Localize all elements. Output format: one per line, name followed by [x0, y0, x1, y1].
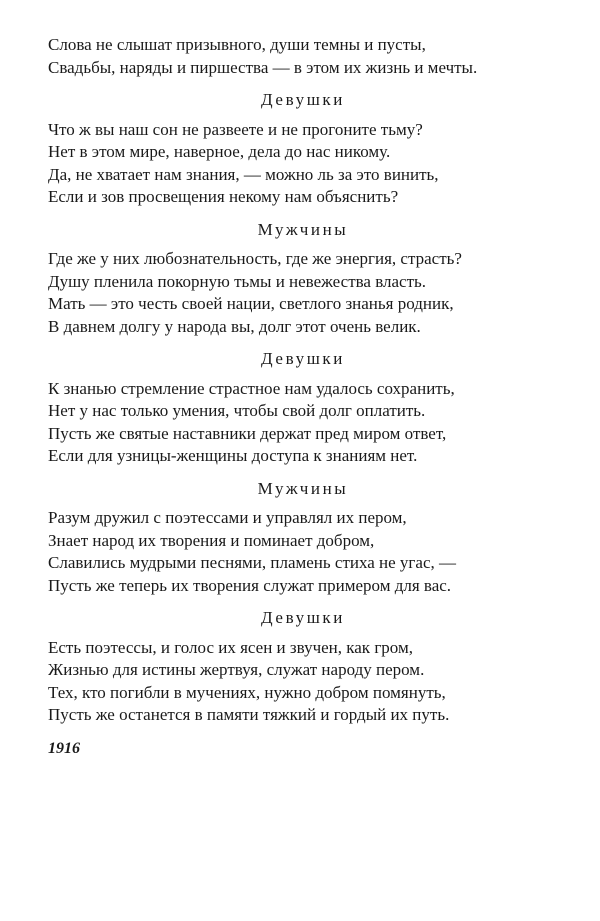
- poem-line: К знанью стремление страстное нам удалось сохранить,: [48, 378, 455, 398]
- stanza-opening: [48, 34, 558, 79]
- stanza-girls-1: [48, 119, 558, 209]
- poem-line: Свадьбы, наряды и пиршества — в этом их жизнь и мечты.: [48, 57, 478, 77]
- poem-year: 1916: [48, 739, 80, 757]
- poem-line: Тех, кто погибли в мучениях, нужно добром помянуть,: [48, 682, 446, 702]
- poem-line: Где же у них любознательность, где же энергия, страсть?: [48, 249, 462, 268]
- poem-line: Знает народ их творения и поминает добром,: [48, 530, 375, 550]
- poem-line: Если для узницы-женщины доступа к знаниям нет.: [48, 446, 418, 465]
- poem-line: Славились мудрыми песнями, пламень стиха не угас, —: [48, 553, 456, 572]
- poem-line: Пусть же останется в памяти тяжкий и гордый их путь.: [48, 705, 450, 724]
- poem-line: Есть поэтессы, и голос их ясен и звучен, как гром,: [48, 637, 413, 657]
- stanza-girls-3: [48, 637, 558, 727]
- stanza-men-1: [48, 248, 558, 338]
- speaker-heading-girls: Девушки: [261, 608, 345, 627]
- poem-line: Нет у нас только умения, чтобы свой долг оплатить.: [48, 401, 426, 420]
- poem-line: Мать — это честь своей нации, светлого знанья родник,: [48, 294, 454, 313]
- poem-line: Душу пленила покорную тьмы и невежества власть.: [48, 271, 427, 291]
- poem-line: Слова не слышат призывного, души темны и пусты,: [48, 35, 426, 54]
- poem-line: Да, не хватает нам знания, — можно ль за это винить,: [48, 164, 439, 184]
- speaker-heading-girls: Девушки: [261, 90, 345, 109]
- stanza-girls-2: [48, 378, 558, 468]
- poem-page: [48, 34, 558, 759]
- stanza-men-2: [48, 507, 558, 597]
- poem-line: Пусть же святые наставники держат пред миром ответ,: [48, 423, 447, 443]
- poem-line: Нет в этом мире, наверное, дела до нас никому.: [48, 142, 391, 161]
- poem-line: Что ж вы наш сон не развеете и не прогоните тьму?: [48, 119, 423, 139]
- poem-line: Если и зов просвещения некому нам объяснить?: [48, 187, 399, 206]
- speaker-heading-men: Мужчины: [257, 478, 349, 498]
- speaker-heading-men: Мужчины: [257, 219, 349, 239]
- poem-line: Жизнью для истины жертвуя, служат народу пером.: [48, 660, 425, 679]
- poem-line: В давнем долгу у народа вы, долг этот очень велик.: [48, 316, 421, 336]
- poem-line: Разум дружил с поэтессами и управлял их пером,: [48, 508, 407, 527]
- poem-line: Пусть же теперь их творения служат примером для вас.: [48, 575, 452, 595]
- speaker-heading-girls: Девушки: [261, 349, 345, 368]
